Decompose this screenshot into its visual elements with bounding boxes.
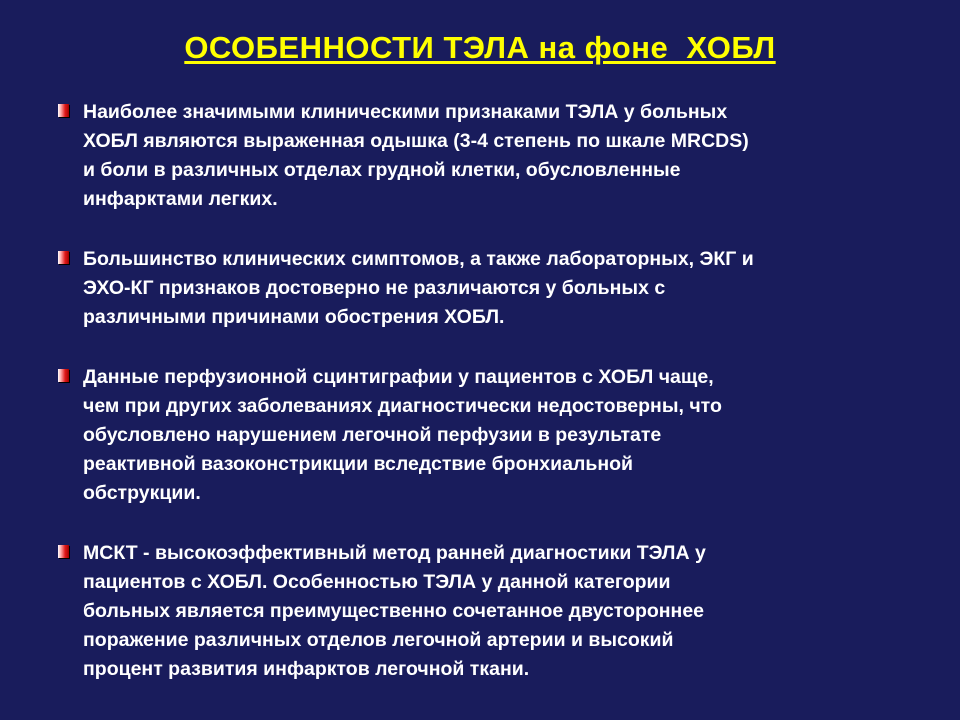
bullet-list	[58, 98, 928, 715]
bullet-text-2: Большинство клинических симптомов, а также лабораторных, ЭКГ и ЭХО-КГ признаков достоверно не различаются у больных с различными причинами обострения ХОБЛ.	[83, 248, 754, 328]
bullet-item-4	[58, 539, 928, 684]
red-square-bullet-icon	[58, 251, 69, 264]
bullet-item-2	[58, 245, 928, 332]
bullet-text-3: Данные перфузионной сцинтиграфии у пациентов с ХОБЛ чаще, чем при других заболеваниях диагностически недостоверны, что обусловлено нарушением легочной перфузии в результате реактивной вазоконстрикции вследствие бронхиальной обструкции.	[83, 366, 722, 504]
red-square-bullet-icon	[58, 369, 69, 382]
bullet-text-4: МСКТ - высокоэффективный метод ранней диагностики ТЭЛА у пациентов с ХОБЛ. Особенностью ТЭЛА у данной категории больных является преимущественно сочетанное двустороннее поражение различных отделов легочной артерии и высокий процент развития инфарктов легочной ткани.	[83, 542, 706, 680]
red-square-bullet-icon	[58, 104, 69, 117]
slide-title: ОСОБЕННОСТИ ТЭЛА на фоне ХОБЛ	[184, 30, 776, 65]
red-square-bullet-icon	[58, 545, 69, 558]
bullet-item-1	[58, 98, 928, 214]
bullet-item-3	[58, 363, 928, 508]
bullet-text-1: Наиболее значимыми клиническими признаками ТЭЛА у больных ХОБЛ являются выраженная одышка (3-4 степень по шкале MRCDS) и боли в различных отделах грудной клетки, обусловленные инфарктами легких.	[83, 101, 749, 210]
